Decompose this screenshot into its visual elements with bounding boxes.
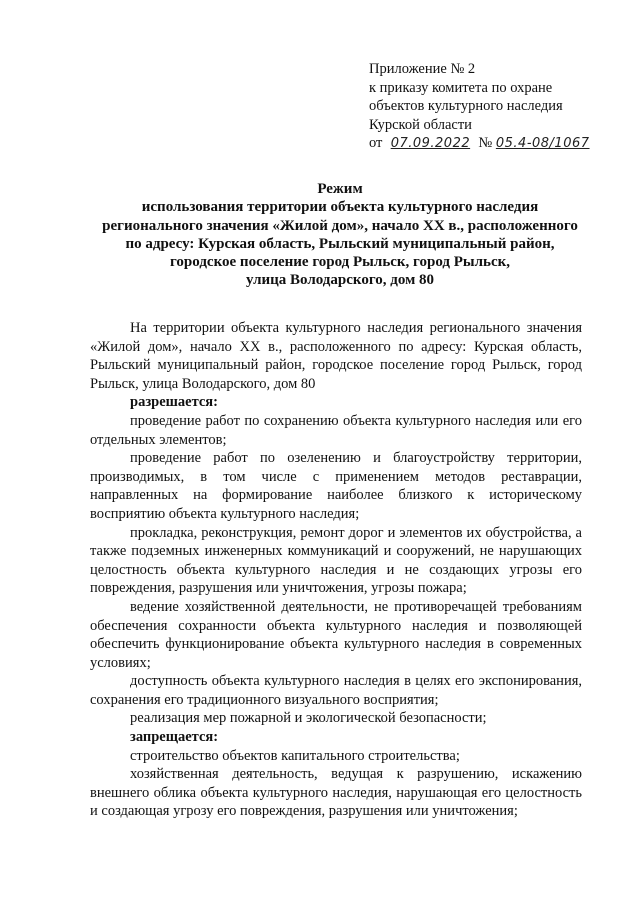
allowed-item: доступность объекта культурного наследия в целях его экспонирования, сохранения его традиционного визуального восприятия;	[90, 673, 582, 708]
from-prefix: от	[369, 135, 383, 152]
number-prefix: №	[478, 135, 493, 152]
allowed-heading: разрешается:	[130, 394, 218, 411]
appendix-block	[369, 60, 629, 154]
document-body	[90, 319, 582, 821]
allowed-item: проведение работ по сохранению объекта культурного наследия или его отдельных элементов;	[90, 412, 582, 448]
title-line-3: регионального значения «Жилой дом», начало XX в., расположенного	[102, 217, 578, 234]
forbidden-item: строительство объектов капитального строительства;	[130, 747, 460, 764]
allowed-item: проведение работ по озеленению и благоустройству территории, производимых, в том числе с применением методов реставрации, направленных на формирование наиболее близкого к историческому восприятию объекта культурного наследия;	[90, 450, 582, 522]
appendix-region: Курской области	[369, 116, 472, 133]
appendix-number: Приложение № 2	[369, 61, 476, 77]
title-line-1: Режим	[317, 181, 363, 197]
document-title	[70, 180, 610, 290]
appendix-order-ref: к приказу комитета по охране	[369, 79, 553, 96]
title-line-5: городское поселение город Рыльск, город Рыльск,	[169, 254, 511, 271]
allowed-item: прокладка, реконструкция, ремонт дорог и элементов их обустройства, а также подземных инженерных коммуникаций и сооружений, не нарушающих целостность объекта культурного наследия и не создающих угрозы его повреждения, разрушения или уничтожения, угрозы пожара;	[90, 524, 582, 597]
handwritten-number: 05.4-08/1067	[495, 136, 590, 152]
title-line-4: по адресу: Курская область, Рыльский муниципальный район,	[125, 235, 555, 252]
title-line-6: улица Володарского, дом 80	[245, 272, 435, 289]
order-date-number	[369, 134, 629, 154]
allowed-item: реализация мер пожарной и экологической безопасности;	[130, 710, 487, 727]
forbidden-heading: запрещается:	[130, 729, 219, 746]
allowed-item: ведение хозяйственной деятельности, не противоречащей требованиям обеспечения сохранности объекта культурного наследия и позволяющей обеспечить функционирование объекта культурного наследия в современных условиях;	[90, 598, 582, 671]
appendix-committee: объектов культурного наследия	[369, 98, 563, 115]
title-line-2: использования территории объекта культурного наследия	[141, 199, 539, 216]
intro-paragraph: На территории объекта культурного наследия регионального значения «Жилой дом», начало XX в., расположенного по адресу: Курская область, Рыльский муниципальный район, городское поселение город Рыльск, город Рыльск, улица Володарского, дом 80	[90, 320, 582, 392]
handwritten-date: 07.09.2022	[390, 136, 471, 152]
forbidden-item: хозяйственная деятельность, ведущая к разрушению, искажению внешнего облика объекта культурного наследия, нарушающая его целостность и создающая угрозу его повреждения, разрушения или уничтожения;	[90, 766, 582, 820]
